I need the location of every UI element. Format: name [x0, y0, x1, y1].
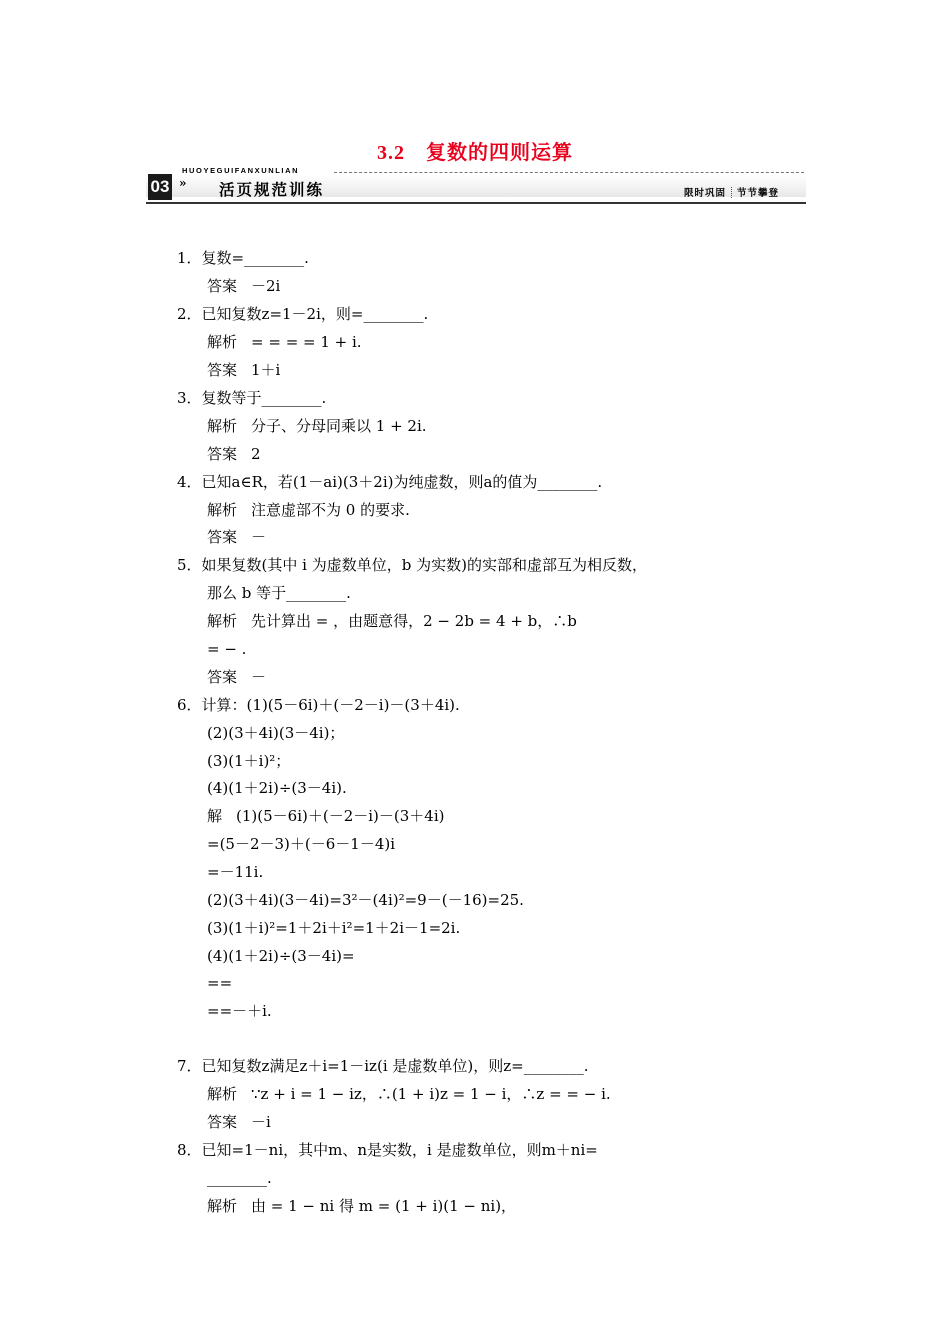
- answer-text: －: [251, 528, 267, 546]
- question-number: 3．: [177, 389, 202, 407]
- line-continuation: [207, 862, 263, 882]
- line-answer: [207, 276, 280, 296]
- solution-text: (1)(5－6i)＋(－2－i)－(3＋4i): [236, 807, 445, 825]
- question-text: 那么 b 等于________.: [207, 584, 351, 602]
- dotted-separator: [731, 187, 732, 198]
- line-answer: [207, 527, 266, 547]
- line-continuation: [207, 973, 232, 993]
- banner-subtitle: HUOYEGUIFANXUNLIAN: [182, 166, 300, 175]
- answer-text: －2i: [251, 277, 281, 295]
- banner-number-badge: 03: [148, 174, 172, 200]
- analysis-label: 解析: [207, 612, 238, 630]
- question-text: 复数等于________.: [201, 389, 327, 407]
- banner-right-b: 节节攀登: [737, 188, 780, 199]
- line-continuation: [207, 834, 395, 854]
- answer-label: 答案: [207, 668, 238, 686]
- analysis-label: 解析: [207, 501, 238, 519]
- line-continuation: [207, 778, 347, 798]
- solution-text: (4)(1＋2i)÷(3－4i)=: [207, 947, 355, 965]
- answer-text: 1＋i: [251, 361, 281, 379]
- analysis-label: 解析: [207, 1085, 238, 1103]
- question-number: 8．: [177, 1141, 202, 1159]
- line-q7: [177, 1056, 588, 1076]
- line-analysis: [207, 500, 410, 520]
- line-answer: [207, 1112, 271, 1132]
- solution-label: 解: [207, 807, 223, 825]
- question-text: 已知a∈R，若(1－ai)(3＋2i)为纯虚数，则a的值为________.: [201, 473, 603, 491]
- line-analysis: [207, 332, 362, 352]
- question-number: 7．: [177, 1057, 202, 1075]
- answer-text: －i: [251, 1113, 271, 1131]
- answer-label: 答案: [207, 277, 238, 295]
- analysis-text: 注意虚部不为 0 的要求.: [251, 501, 410, 519]
- line-solution: [207, 806, 445, 826]
- line-q5: [177, 555, 647, 575]
- solution-text: =－11i.: [207, 863, 264, 881]
- line-q4: [177, 472, 602, 492]
- question-text: 如果复数(其中 i 为虚数单位，b 为实数)的实部和虚部互为相反数，: [201, 556, 647, 574]
- question-text: (3)(1＋i)²；: [207, 752, 291, 770]
- question-text: ________.: [207, 1169, 272, 1187]
- line-q2: [177, 304, 428, 324]
- line-analysis: [207, 416, 427, 436]
- banner-rule: [146, 202, 806, 204]
- line-continuation: [207, 583, 351, 603]
- analysis-text: = = = = 1 + i.: [251, 333, 362, 351]
- question-number: 2．: [177, 305, 202, 323]
- question-number: 4．: [177, 473, 202, 491]
- line-continuation: [207, 1001, 272, 1021]
- solution-text: (3)(1＋i)²=1＋2i＋i²=1＋2i－1=2i.: [207, 919, 461, 937]
- section-banner: [146, 166, 806, 206]
- question-text: (4)(1＋2i)÷(3－4i).: [207, 779, 347, 797]
- question-text: 复数=________.: [201, 249, 309, 267]
- question-text: 已知复数z满足z＋i=1－iz(i 是虚数单位)，则z=________.: [201, 1057, 589, 1075]
- answer-label: 答案: [207, 445, 238, 463]
- banner-right-text: [684, 185, 779, 199]
- line-answer: [207, 360, 280, 380]
- answer-label: 答案: [207, 1113, 238, 1131]
- banner-label: 活页规范训练: [219, 181, 325, 199]
- question-text: (2)(3＋4i)(3－4i)；: [207, 724, 345, 742]
- analysis-label: 解析: [207, 333, 238, 351]
- analysis-text: = − .: [207, 640, 247, 658]
- line-answer: [207, 667, 266, 687]
- line-continuation: [207, 946, 355, 966]
- banner-right-a: 限时巩固: [684, 188, 727, 199]
- question-text: 计算：(1)(5－6i)＋(－2－i)－(3＋4i).: [201, 696, 460, 714]
- double-chevron-icon: »: [179, 176, 187, 190]
- line-q1: [177, 248, 309, 268]
- line-continuation: [207, 723, 344, 743]
- line-continuation: [207, 639, 246, 659]
- answer-text: －: [251, 668, 267, 686]
- line-continuation: [207, 1168, 272, 1188]
- solution-text: =(5－2－3)＋(－6－1－4)i: [207, 835, 396, 853]
- question-text: 已知=1－ni，其中m、n是实数，i 是虚数单位，则m＋ni=: [201, 1141, 598, 1159]
- solution-text: (2)(3＋4i)(3－4i)=3²－(4i)²=9－(－16)=25.: [207, 891, 524, 909]
- analysis-text: 分子、分母同乘以 1 + 2i.: [251, 417, 427, 435]
- line-q6: [177, 695, 460, 715]
- line-answer: [207, 444, 261, 464]
- analysis-text: 先计算出 = ，由题意得，2 − 2b = 4 + b，∴b: [251, 612, 577, 630]
- line-analysis: [207, 611, 577, 631]
- solution-text: ==: [207, 974, 233, 992]
- analysis-label: 解析: [207, 1197, 238, 1215]
- line-q3: [177, 388, 326, 408]
- line-continuation: [207, 890, 524, 910]
- question-number: 6．: [177, 696, 202, 714]
- solution-text: ==－＋i.: [207, 1002, 272, 1020]
- question-number: 5．: [177, 556, 202, 574]
- line-continuation: [207, 751, 290, 771]
- banner-dashed-rule: [334, 172, 804, 173]
- answer-label: 答案: [207, 528, 238, 546]
- line-analysis: [207, 1084, 611, 1104]
- analysis-label: 解析: [207, 417, 238, 435]
- question-number: 1．: [177, 249, 202, 267]
- analysis-text: 由 = 1 − ni 得 m = (1 + i)(1 − ni)，: [251, 1197, 517, 1215]
- answer-label: 答案: [207, 361, 238, 379]
- page-title: 3.2 复数的四则运算: [377, 142, 573, 164]
- question-text: 已知复数z=1－2i，则=________.: [201, 305, 429, 323]
- line-q8: [177, 1140, 598, 1160]
- line-analysis: [207, 1196, 516, 1216]
- analysis-text: ∵z + i = 1 − iz，∴(1 + i)z = 1 − i，∴z = = − i.: [251, 1085, 611, 1103]
- answer-text: 2: [251, 445, 261, 463]
- line-continuation: [207, 918, 460, 938]
